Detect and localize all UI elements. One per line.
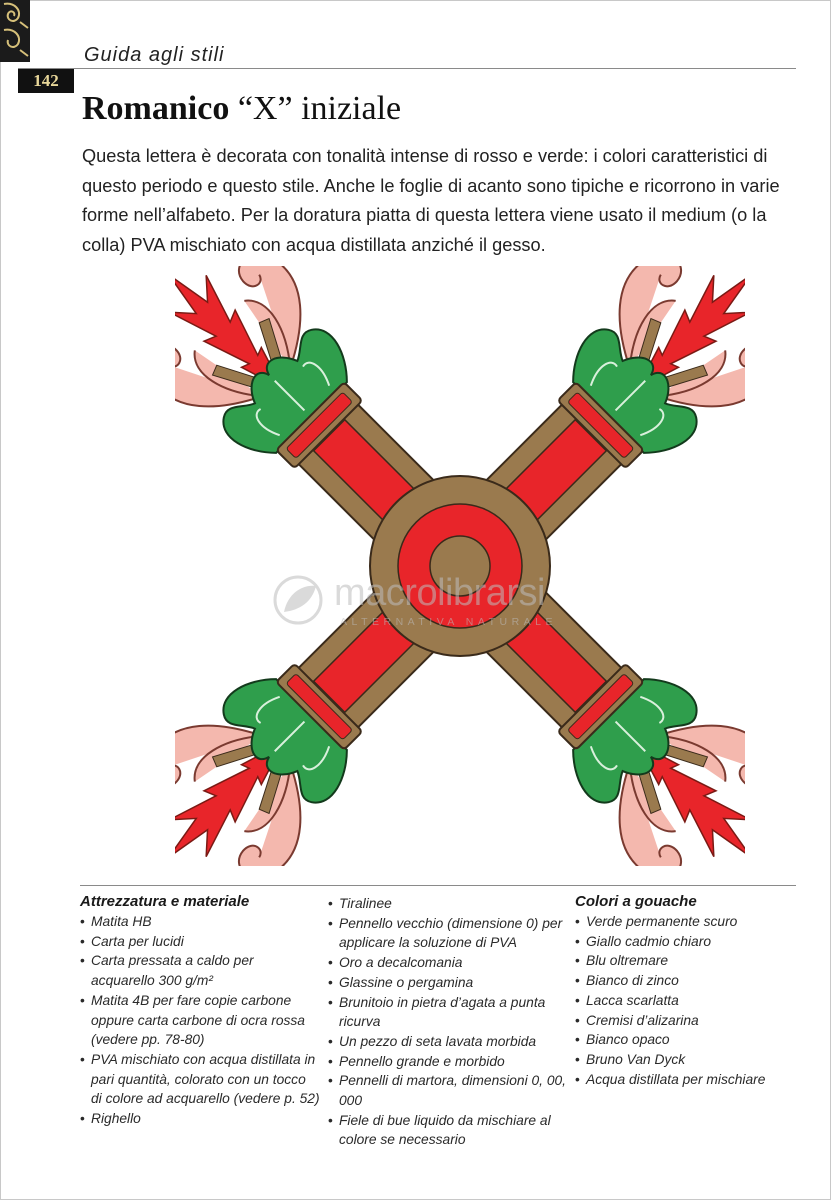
list-item: • Blu oltremare (575, 951, 795, 971)
gouache-colors-column (575, 893, 795, 1089)
list-item: • Cremisi d’alizarina (575, 1011, 795, 1031)
page-title (82, 90, 401, 128)
list-item: • Verde permanente scuro (575, 912, 795, 932)
list-item: • Righello (80, 1109, 320, 1129)
leaf-logo-icon (270, 574, 326, 626)
list-item: • Pennello vecchio (dimensione 0) per applicare la soluzione di PVA (328, 914, 568, 953)
intro-paragraph: Questa lettera è decorata con tonalità intense di rosso e verde: i colori caratteristici di questo periodo e questo stile. Anche le foglie di acanto sono tipiche e ricorrono in varie forme nell’alfabeto. Per la doratura piatta di questa lettera viene usato il medium (o la colla) PVA mischiato con acqua distillata anziché il gesso. (82, 146, 780, 255)
decorated-letter-x-illustration (175, 266, 745, 866)
materials-continued-list (328, 894, 568, 1150)
list-item: • Giallo cadmio chiaro (575, 932, 795, 952)
materials-column (80, 893, 320, 1129)
list-item: • Glassine o pergamina (328, 973, 568, 993)
list-item: • Bianco opaco (575, 1030, 795, 1050)
gouache-colors-heading: Colori a gouache (575, 893, 697, 910)
list-item: • Fiele di bue liquido da mischiare al colore se necessario (328, 1111, 568, 1150)
list-item: • Carta per lucidi (80, 932, 320, 952)
materials-heading: Attrezzatura e materiale (80, 893, 250, 910)
list-item: • Carta pressata a caldo per acquarello 300 g/m² (80, 951, 320, 990)
header-rule (18, 68, 796, 69)
list-item: • Pennelli di martora, dimensioni 0, 00, 000 (328, 1071, 568, 1110)
list-item: • Matita HB (80, 912, 320, 932)
list-item: • Acqua distillata per mischiare (575, 1070, 795, 1090)
watermark-brand: macrolibrarsi (334, 572, 545, 614)
materials-list (80, 912, 320, 1129)
page-number: 142 (18, 69, 74, 93)
list-item: • Bianco di zinco (575, 971, 795, 991)
list-item: • PVA mischiato con acqua distillata in pari quantità, colorato con un tocco di colore ad acquarello (vedere p. 52) (80, 1050, 320, 1109)
list-item: • Bruno Van Dyck (575, 1050, 795, 1070)
list-item: • Oro a decalcomania (328, 953, 568, 973)
gouache-colors-list (575, 912, 795, 1089)
watermark-tagline: ALTERNATIVA NATURALE (340, 616, 557, 628)
list-item: • Un pezzo di seta lavata morbida (328, 1032, 568, 1052)
list-item: • Matita 4B per fare copie carbone oppure carta carbone di ocra rossa (vedere pp. 78-80) (80, 991, 320, 1050)
list-item: • Tiralinee (328, 894, 568, 914)
list-item: • Lacca scarlatta (575, 991, 795, 1011)
title-rest: “X” iniziale (229, 90, 402, 127)
list-item: • Pennello grande e morbido (328, 1052, 568, 1072)
list-item: • Brunitoio in pietra d’agata a punta ricurva (328, 993, 568, 1032)
title-bold: Romanico (82, 90, 230, 127)
corner-ornament (0, 0, 30, 62)
materials-continued-column (328, 894, 568, 1150)
running-head: Guida agli stili (84, 44, 225, 66)
materials-rule (80, 885, 796, 886)
watermark (270, 572, 570, 632)
